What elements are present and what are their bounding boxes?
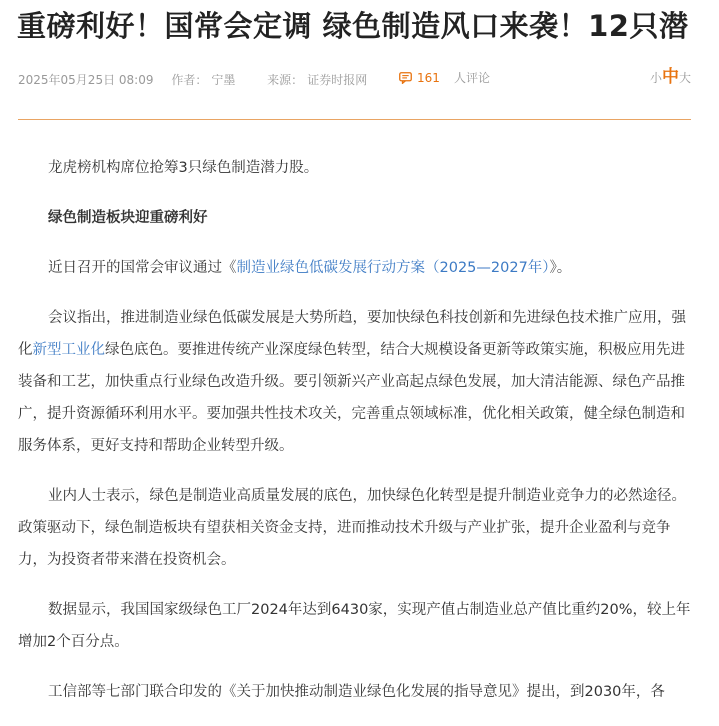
policy-link[interactable]: 制造业绿色低碳发展行动方案（2025—2027年）: [236, 260, 550, 276]
paragraph-4: [18, 302, 691, 462]
comment-count: 161: [417, 71, 440, 85]
comment-bubble-icon: [399, 72, 412, 84]
article-title: 重磅利好！国常会定调 绿色制造风口来袭！12只潜: [17, 9, 689, 43]
paragraph-3-text: 近日召开的国常会审议通过《: [48, 260, 237, 276]
paragraph-7: 工信部等七部门联合印发的《关于加快推动制造业绿色化发展的指导意见》提出，到2030年，各: [48, 684, 665, 700]
paragraph-4-text: 会议指出，推进制造业绿色低碳发展是大势所趋，要加快绿色科技创新和先进绿色技术推广应用，强化: [18, 310, 686, 358]
header-divider: [18, 119, 691, 120]
source-name[interactable]: 证券时报网: [307, 73, 368, 87]
paragraph-4-rest: 绿色底色。要推进传统产业深度绿色转型，结合大规模设备更新等政策实施，积极应用先进装备和工艺，加快重点行业绿色改造升级。要引领新兴产业高起点绿色发展，加大清洁能源、绿色产品推广，提升资源循环利用水平。要加强共性技术攻关，完善重点领域标准，优化相关政策，健全绿色制造和服务体系，更好支持和帮助企业转型升级。: [18, 342, 685, 454]
font-size-control: [650, 66, 691, 89]
font-size-medium[interactable]: 中: [661, 67, 679, 87]
paragraph-3-end: 》。: [549, 260, 572, 276]
article-meta: [18, 68, 699, 88]
paragraph-3: [18, 252, 691, 284]
article-body: [18, 152, 691, 726]
font-size-large[interactable]: 大: [678, 71, 691, 85]
source: [267, 73, 381, 87]
publish-date: 2025年05月25日 08:09: [18, 73, 154, 87]
new-industrialization-link[interactable]: 新型工业化: [32, 342, 105, 358]
paragraph-1: 龙虎榜机构席位抢筹3只绿色制造潜力股。: [48, 160, 319, 176]
font-size-small[interactable]: 小: [649, 71, 662, 85]
paragraph-6: 数据显示，我国国家级绿色工厂2024年达到6430家，实现产值占制造业总产值比重约20%，较上年增加2个百分点。: [18, 602, 691, 650]
comment-suffix: 人评论: [453, 71, 490, 85]
author: [171, 73, 249, 87]
comment-link[interactable]: [399, 68, 504, 88]
source-label: 来源：: [267, 73, 304, 87]
section-heading: 绿色制造板块迎重磅利好: [48, 210, 208, 226]
author-name[interactable]: 宁墨: [211, 73, 236, 87]
paragraph-5: 业内人士表示，绿色是制造业高质量发展的底色，加快绿色化转型是提升制造业竞争力的必然途径。政策驱动下，绿色制造板块有望获相关资金支持，进而推动技术升级与产业扩张，提升企业盈利与竞争力，为投资者带来潜在投资机会。: [18, 488, 686, 568]
author-label: 作者：: [171, 73, 208, 87]
